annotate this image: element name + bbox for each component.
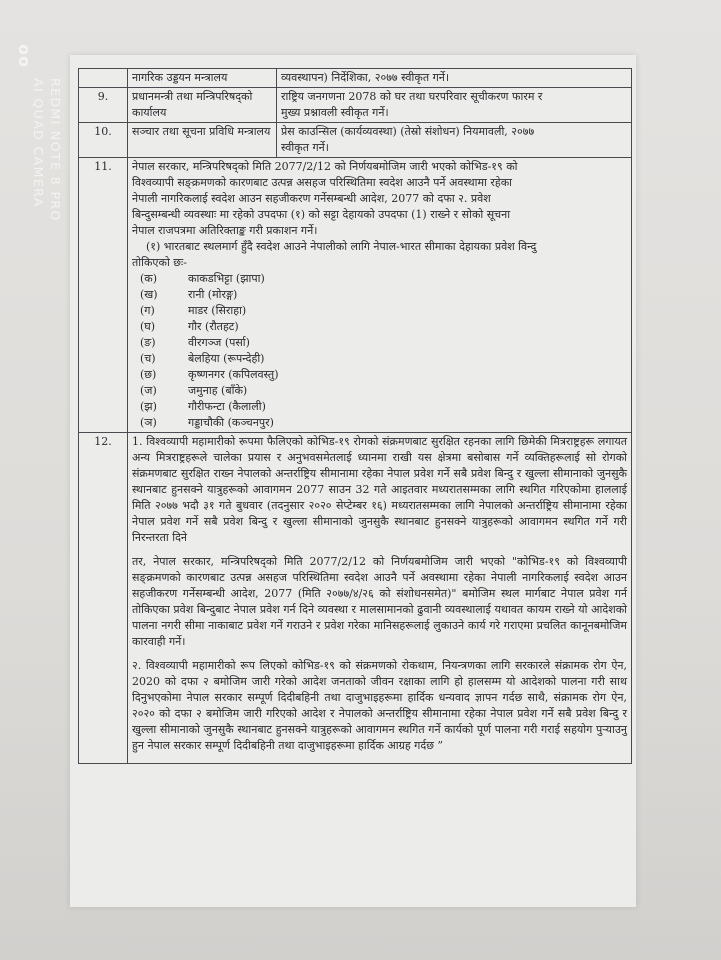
watermark-text	[30, 78, 64, 222]
decision-cell-11	[128, 158, 632, 433]
decision-table	[78, 68, 632, 764]
decision-paragraph-1: 1. विश्वव्यापी महामारीको रूपमा फैलिएको कोभिड-१९ रोगको संक्रमणबाट सुरक्षित रहनका लागि छिमेकी मित्रराष्ट्रहरू लगायत अन्य मित्रराष्ट्रहरूले चालेका प्रयास र अनुभवसमेतलाई ध्यानमा राखी यस क्षेत्रमा बसोबास गर्ने व्यक्तिहरूलाई सो रोगको संक्रमणबाट सुरक्षित राख्न नेपालको अन्तर्राष्ट्रिय सीमानामा रहेका नेपाल प्रवेश गर्ने सबै प्रवेश बिन्दु र खुल्ला सीमानाको जुनसुकै स्थानबाट हुनसक्ने यात्रुहरूको आवागमन 2077 साउन 32 गते आइतवार मध्यरातसम्मका लागि स्थगित गरिएकोमा हाललाई मिति २०७७ भदौ ३१ गते बुधवार (तदनुसार २०२० सेप्टेम्बर १६) मध्यरातसम्मका लागि नेपालको अन्तर्राष्ट्रिय सीमानामा रहेका नेपाल प्रवेश गर्ने सबै प्रवेश बिन्दु र खुल्ला सीमानाको जुनसुकै स्थानबाट हुनसक्ने यात्रुहरूको आवागमन स्थगित गर्ने गरी निरन्तरता दिने	[132, 435, 627, 544]
point-key: (घ)	[140, 320, 156, 333]
decision-line: नेपाल सरकार, मन्त्रिपरिषद्को मिति 2077/2/12 को निर्णयबमोजिम जारी भएको कोभिड-१९ को	[132, 160, 518, 173]
decision-paragraph-2: तर, नेपाल सरकार, मन्त्रिपरिषद्को मिति 2077/2/12 को निर्णयबमोजिम जारी भएको "कोभिड-१९ को विश्वव्यापी सङ्क्रमणको कारणबाट उत्पन्न असहज परिस्थितिमा स्वदेश आउनै पर्ने अवस्थामा रहेका नेपाली नागरिकलाई स्वदेश आउन सहजीकरण गर्नेसम्बन्धी आदेश, 2077 (मिति २०७७/४/२६ को संशोधनसमेत)" बमोजिम स्थल मार्गबाट नेपाल प्रवेश गर्न तोकिएका प्रवेश बिन्दुबाट नेपाल प्रवेश गर्न दिने व्यवस्था र मालसामानको ढुवानी व्यवस्थालाई यथावत कायम राख्ने यो आदेशको पालना नगरी सीमा नाकाबाट प्रवेश गर्ने गराउने र प्रवेश गरेका मानिसहरूलाई लुकाउने कार्य गरे गराएमा प्रचलित कानूनबमोजिम कारवाही गर्ने।	[132, 555, 627, 648]
point-value: गौर (रौतहट)	[188, 320, 239, 333]
decision-line: स्वीकृत गर्ने।	[281, 141, 329, 154]
list-item	[140, 367, 627, 383]
point-value: काकडभिट्टा (झापा)	[188, 272, 265, 285]
decision-cell-12	[128, 433, 632, 764]
watermark-line-2: AI QUAD CAMERA	[31, 78, 46, 208]
point-value: जमुनाह (बाँके)	[188, 384, 248, 397]
point-key: (ञ)	[140, 416, 157, 429]
point-value: रानी (मोरङ्ग)	[188, 288, 238, 301]
list-item	[140, 319, 627, 335]
ministry-cell: सञ्चार तथा सूचना प्रविधि मन्त्रालय	[128, 123, 277, 158]
decision-line: मुख्य प्रश्नावली स्वीकृत गर्ने।	[281, 106, 389, 119]
decision-line: नेपाली नागरिकलाई स्वदेश आउन सहजीकरण गर्नेसम्बन्धी आदेश, 2077 को दफा २. प्रवेश	[132, 192, 491, 205]
decision-paragraph-3: २. विश्वव्यापी महामारीको रूप लिएको कोभिड-१९ को संक्रमणको रोकथाम, नियन्त्रणका लागि सरकारले संक्रामक रोग ऐन, 2020 को दफा २ बमोजिम जारी गरेको आदेश जनताको जीवन रक्षाका लागि हो हालसम्म यो आदेशको पालना गरी साथ दिनुभएकोमा नेपाल सरकार सम्पूर्ण दिदीबहिनी तथा दाजुभाइहरूमा हार्दिक धन्यवाद ज्ञापन गर्दछ साथै, संक्रामक रोग ऐन, २०२० को दफा २ बमोजिम जारी गरिएको आदेश र नेपालको अन्तर्राष्ट्रिय सीमानामा रहेका नेपाल प्रवेश गर्ने सबै प्रवेश बिन्दु र खुल्ला सीमानाको जुनसुकै स्थानबाट हुनसक्ने यात्रुहरूको आवागमन स्थगित गर्ने कार्यको पूर्ण पालना गरी गराई सहयोग पुर्‍याउनु हुन नेपाल सरकार सम्पूर्ण दिदीबहिनी तथा दाजुभाइहरूमा हार्दिक आग्रह गर्दछ ”	[132, 659, 627, 752]
table-row	[79, 88, 632, 123]
ministry-cell: नागरिक उड्डयन मन्त्रालय	[128, 69, 277, 88]
point-key: (ज)	[140, 384, 157, 397]
row-number: 11.	[79, 158, 128, 433]
entry-point-list	[132, 271, 627, 431]
row-number	[79, 69, 128, 88]
camera-watermark	[8, 40, 64, 240]
list-item	[140, 383, 627, 399]
point-value: गड्डाचौकी (कञ्चनपुर)	[188, 416, 274, 429]
point-key: (च)	[140, 352, 156, 365]
list-item	[140, 271, 627, 287]
decision-line: प्रेस काउन्सिल (कार्यव्यवस्था) (तेस्रो संशोधन) नियमावली, २०७७	[281, 125, 535, 138]
point-value: माडर (सिराहा)	[188, 304, 247, 317]
point-key: (क)	[140, 272, 158, 285]
table-row	[79, 433, 632, 764]
point-key: (ख)	[140, 288, 158, 301]
row-number: 10.	[79, 123, 128, 158]
decision-cell	[277, 123, 632, 158]
watermark-logo: oo	[15, 44, 34, 68]
point-key: (झ)	[140, 400, 157, 413]
subsection-line: (१) भारतबाट स्थलमार्ग हुँदै स्वदेश आउने नेपालीको लागि नेपाल-भारत सीमाका देहायका प्रवेश विन्दु	[146, 240, 537, 253]
point-value: बेलहिया (रूपन्देही)	[188, 352, 265, 365]
point-key: (ग)	[140, 304, 155, 317]
decision-line: राष्ट्रिय जनगणना 2078 को घर तथा घरपरिवार सूचीकरण फारम र	[281, 90, 543, 103]
list-item	[140, 287, 627, 303]
point-value: कृष्णनगर (कपिलवस्तु)	[188, 368, 279, 381]
ministry-cell: प्रधानमन्त्री तथा मन्त्रिपरिषद्को कार्यालय	[128, 88, 277, 123]
watermark-line-1: REDMI NOTE 8 PRO	[48, 78, 63, 222]
point-key: (ङ)	[140, 336, 156, 349]
decision-cell	[277, 69, 632, 88]
point-key: (छ)	[140, 368, 157, 381]
point-value: वीरगञ्ज (पर्सा)	[188, 336, 250, 349]
decision-line: व्यवस्थापन) निर्देशिका, २०७७ स्वीकृत गर्ने।	[281, 71, 450, 84]
list-item	[140, 335, 627, 351]
list-item	[140, 303, 627, 319]
row-number: 9.	[79, 88, 128, 123]
table-row	[79, 123, 632, 158]
table-row	[79, 158, 632, 433]
decision-line: बिन्दुसम्बन्धी व्यवस्थाः मा रहेको उपदफा (१) को सट्टा देहायको उपदफा (1) राख्ने र सोको सूचना	[132, 208, 511, 221]
table-row	[79, 69, 632, 88]
subsection-line: तोकिएको छः-	[132, 256, 187, 269]
decision-line: नेपाल राजपत्रमा अतिरिक्ताङ्क गरी प्रकाशन गर्ने।	[132, 224, 318, 237]
list-item	[140, 399, 627, 415]
decision-cell	[277, 88, 632, 123]
decision-line: विश्वव्यापी सङ्क्रमणको कारणबाट उत्पन्न असहज परिस्थितिमा स्वदेश आउनै पर्ने अवस्थामा रहेका	[132, 176, 513, 189]
point-value: गौरीफन्टा (कैलाली)	[188, 400, 266, 413]
list-item	[140, 415, 627, 431]
list-item	[140, 351, 627, 367]
row-number: 12.	[79, 433, 128, 764]
